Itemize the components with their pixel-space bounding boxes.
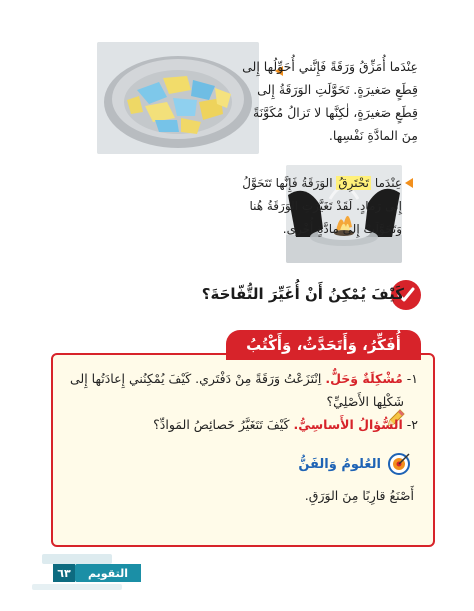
page-number: ٦٣ [53,564,75,582]
question-heading: كَيْفَ يُمْكِنُ أَنْ أُغَيِّرَ التُّفّاحَةَ؟ [201,285,404,303]
item-2-label: السُّؤالُ الأَساسِيُّ. [293,417,403,432]
item-2: ٢- السُّؤالُ الأَساسِيُّ. كَيْفَ تَتَغَيَّرُ خَصائِصُ المَوادِّ؟ [153,417,418,432]
item-1-label: مُشْكِلَةٌ وَحَلٌّ. [325,371,403,386]
footer-section-tab: التقويم [75,564,141,582]
para1-line4: مِنَ المادَّةِ نَفْسِها. [328,128,418,143]
science-art-label: العُلومُ وَالفَنُّ [298,456,381,472]
para1-line3: قِطَعٍ صَغيرَةٍ، لٰكِنَّها لا تَزالُ مُكَوَّنَةً [253,105,418,120]
paragraph-burning [202,172,402,241]
think-box-title: أُفَكِّرُ، وَأَتَحَدَّثُ، وَأَكْتُبُ [226,330,421,360]
highlight-word: تَحْتَرِقُ [338,176,370,190]
para2-line1: عِنْدَما تَحْتَرِقُ الوَرَقَةُ فَإِنَّها تَتَحَوَّلُ [242,176,402,190]
paragraph-tearing [218,55,418,147]
item-1 [58,367,418,413]
dartboard-icon [387,452,411,476]
para2-line3: وَتَحَوَّلَتْ إِلى مادَّةٍ أُخْرى. [282,222,402,236]
science-art-badge [298,452,411,476]
item-1-line1: ١- مُشْكِلَةٌ وَحَلٌّ. اِنْتَزَعْتُ وَرَقَةً مِنْ دَفْتَري. كَيْفَ يُمْكِنُني إِعادَتُها إِلى [69,371,418,386]
para1-line1: عِنْدَما أُمَزِّقُ وَرَقَةً فَإِنَّني أُحَوِّلُها إِلى [242,59,418,74]
item-1-line2: شَكْلِها الأَصْلِيِّ؟ [326,394,404,409]
bullet-arrow-icon [405,178,413,188]
science-art-text: أَصْنَعُ قارِبًا مِنَ الوَرَقِ. [304,488,414,503]
para2-line2: إِلى رَمادٍ. لَقَدْ تَغَيَّرَتِ الوَرَقَةُ هُنا [249,199,402,213]
para1-line2: قِطَعٍ صَغيرَةٍ. تَحَوَّلَتِ الوَرَقَةُ إِلى [257,82,418,97]
